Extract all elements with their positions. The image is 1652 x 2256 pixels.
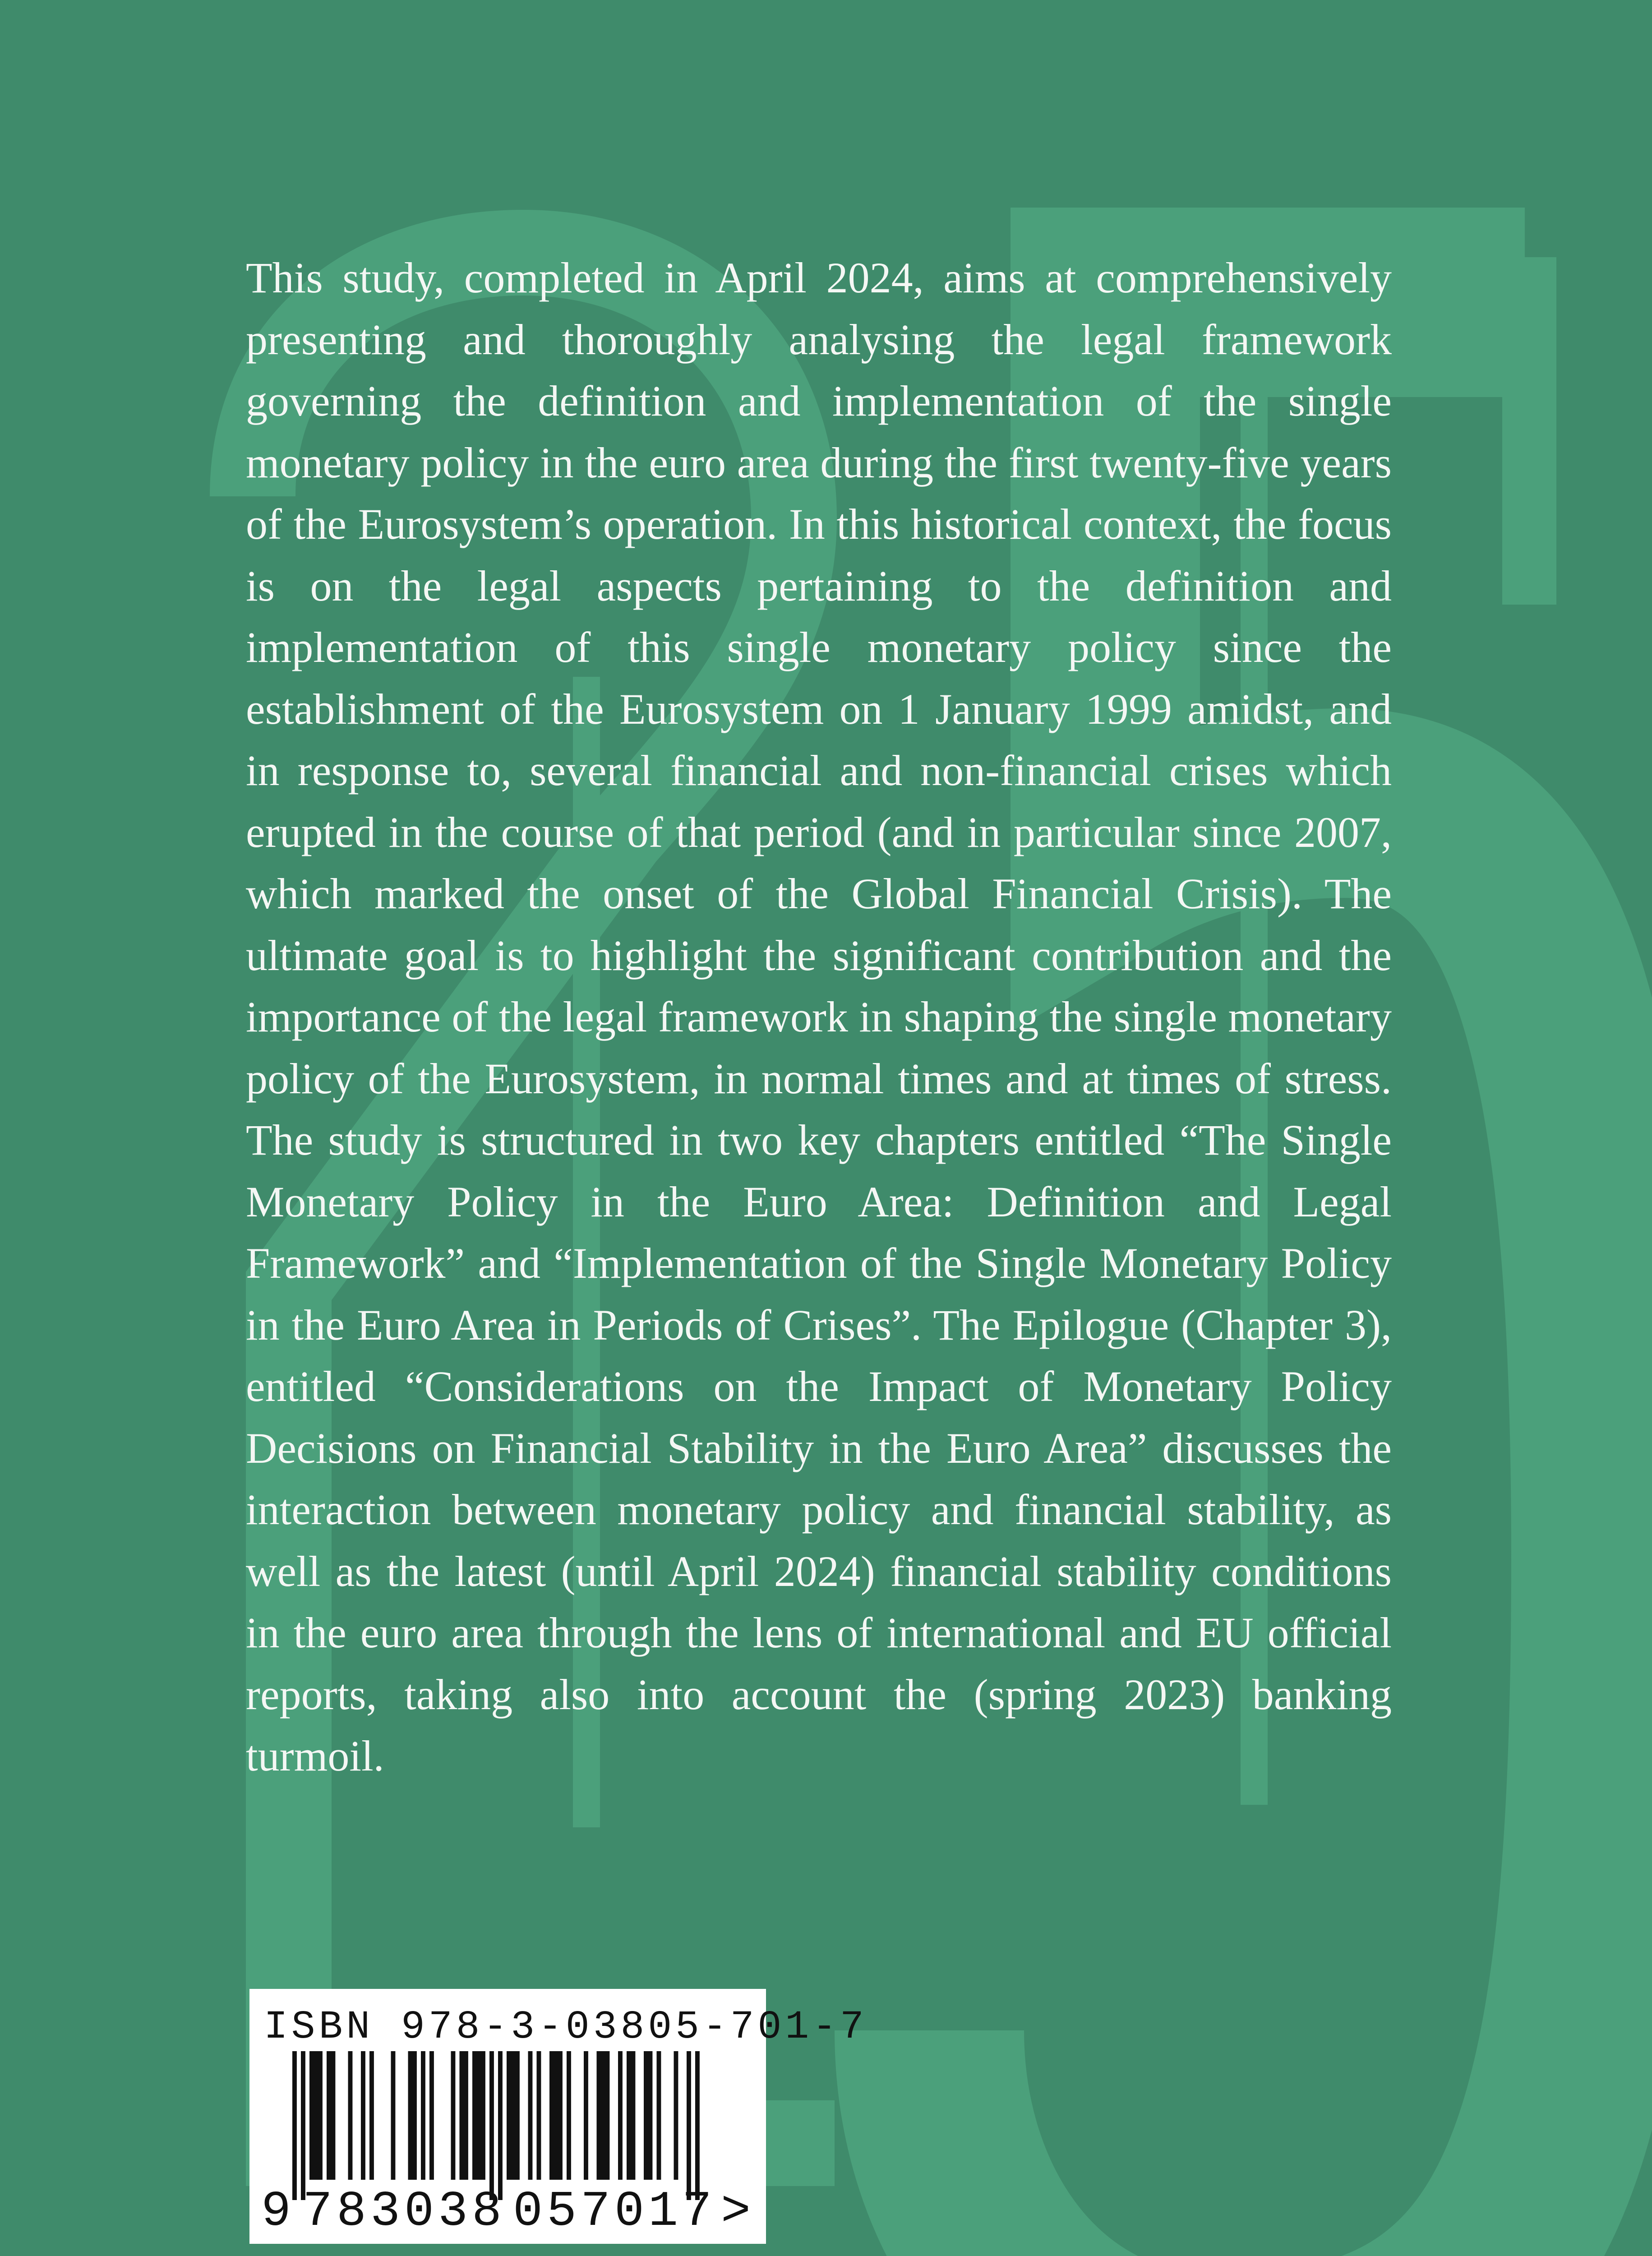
ean-lead-digit: 9 bbox=[261, 2184, 291, 2240]
barcode-bar bbox=[507, 2051, 511, 2180]
ean-left-group: 783038 bbox=[303, 2184, 506, 2240]
barcode-bar bbox=[369, 2051, 374, 2180]
barcode-bar bbox=[464, 2051, 468, 2180]
barcode-guard-bar bbox=[695, 2051, 700, 2200]
barcode-bar bbox=[318, 2051, 323, 2180]
barcode-bar bbox=[408, 2051, 413, 2180]
watermark-5-cap bbox=[1502, 257, 1556, 605]
barcode-bar bbox=[567, 2051, 571, 2180]
barcode-bar bbox=[421, 2051, 425, 2180]
barcode-guard-bar bbox=[687, 2051, 691, 2200]
barcode-bar bbox=[429, 2051, 434, 2180]
barcode-bar bbox=[631, 2051, 636, 2180]
isbn-barcode-box bbox=[249, 1989, 868, 2244]
barcode-bar bbox=[558, 2051, 563, 2180]
barcode-bar bbox=[528, 2051, 533, 2180]
barcode-bar bbox=[605, 2051, 610, 2180]
barcode-guard-bar bbox=[489, 2051, 494, 2200]
barcode-bar bbox=[601, 2051, 605, 2180]
ean-quiet-zone-marker: > bbox=[721, 2184, 751, 2240]
barcode-bar bbox=[391, 2051, 396, 2180]
barcode-bar bbox=[327, 2051, 331, 2180]
barcode-bar bbox=[554, 2051, 558, 2180]
barcode-bar bbox=[657, 2051, 661, 2180]
barcode-bar bbox=[584, 2051, 588, 2180]
barcode-guard-bar bbox=[498, 2051, 503, 2200]
barcode-bar bbox=[460, 2051, 464, 2180]
barcode-bar bbox=[472, 2051, 477, 2180]
barcode-bar bbox=[412, 2051, 417, 2180]
barcode-bar bbox=[627, 2051, 631, 2180]
blurb-text: This study, completed in April 2024, aims at comprehensively presenting and thoroughly analysing the legal framework governing the definition and implementation of the single monetary policy in the euro area during the first twenty-five years of the Eurosystem’s operation. In this historical context, the focus is on the legal aspects pertaining to the definition and implementation of this single monetary policy since the establishment of the Eurosystem on 1 January 1999 amidst, and in response to, several financial and non-financial crises which erupted in the course of that period (and in particular since 2007, which marked the onset of the Global Financial Crisis). The ultimate goal is to highlight the significant contribution and the importance of the legal framework in shaping the single monetary policy of the Eurosystem, in normal times and at times of stress. The study is structured in two key chapters entitled “The Single Monetary Policy in the Euro Area: Definition and Legal Framework” and “Implementation of the Single Monetary Policy in the Euro Area in Periods of Crises”. The Epilogue (Chapter 3), entitled “Considerations on the Impact of Monetary Policy Decisions on Financial Stability in the Euro Area” discusses the interaction between monetary policy and financial stability, as well as the latest (until April 2024) financial stability conditions in the euro area through the lens of international and EU official reports, taking also into account the (spring 2023) banking turmoil. bbox=[246, 254, 1392, 1780]
barcode-guard-bar bbox=[301, 2051, 305, 2200]
barcode-bar bbox=[451, 2051, 456, 2180]
barcode-bar bbox=[618, 2051, 623, 2180]
barcode-guard-bar bbox=[292, 2051, 297, 2200]
barcode-bar bbox=[331, 2051, 336, 2180]
barcode-bar bbox=[515, 2051, 520, 2180]
barcode-bar bbox=[309, 2051, 314, 2180]
barcode-bar bbox=[361, 2051, 365, 2180]
ean-right-group: 057017 bbox=[513, 2184, 716, 2240]
isbn-label: ISBN 978-3-03805-701-7 bbox=[264, 2005, 868, 2050]
barcode-bar bbox=[597, 2051, 601, 2180]
barcode-bar bbox=[644, 2051, 648, 2180]
barcode-bar bbox=[537, 2051, 541, 2180]
barcode-bar bbox=[511, 2051, 516, 2180]
barcode-bar bbox=[314, 2051, 318, 2180]
barcode-bar bbox=[348, 2051, 353, 2180]
barcode-bar bbox=[481, 2051, 485, 2180]
barcode-bar bbox=[674, 2051, 678, 2180]
barcode-bar bbox=[477, 2051, 481, 2180]
barcode-bar bbox=[648, 2051, 653, 2180]
barcode-bar bbox=[549, 2051, 554, 2180]
